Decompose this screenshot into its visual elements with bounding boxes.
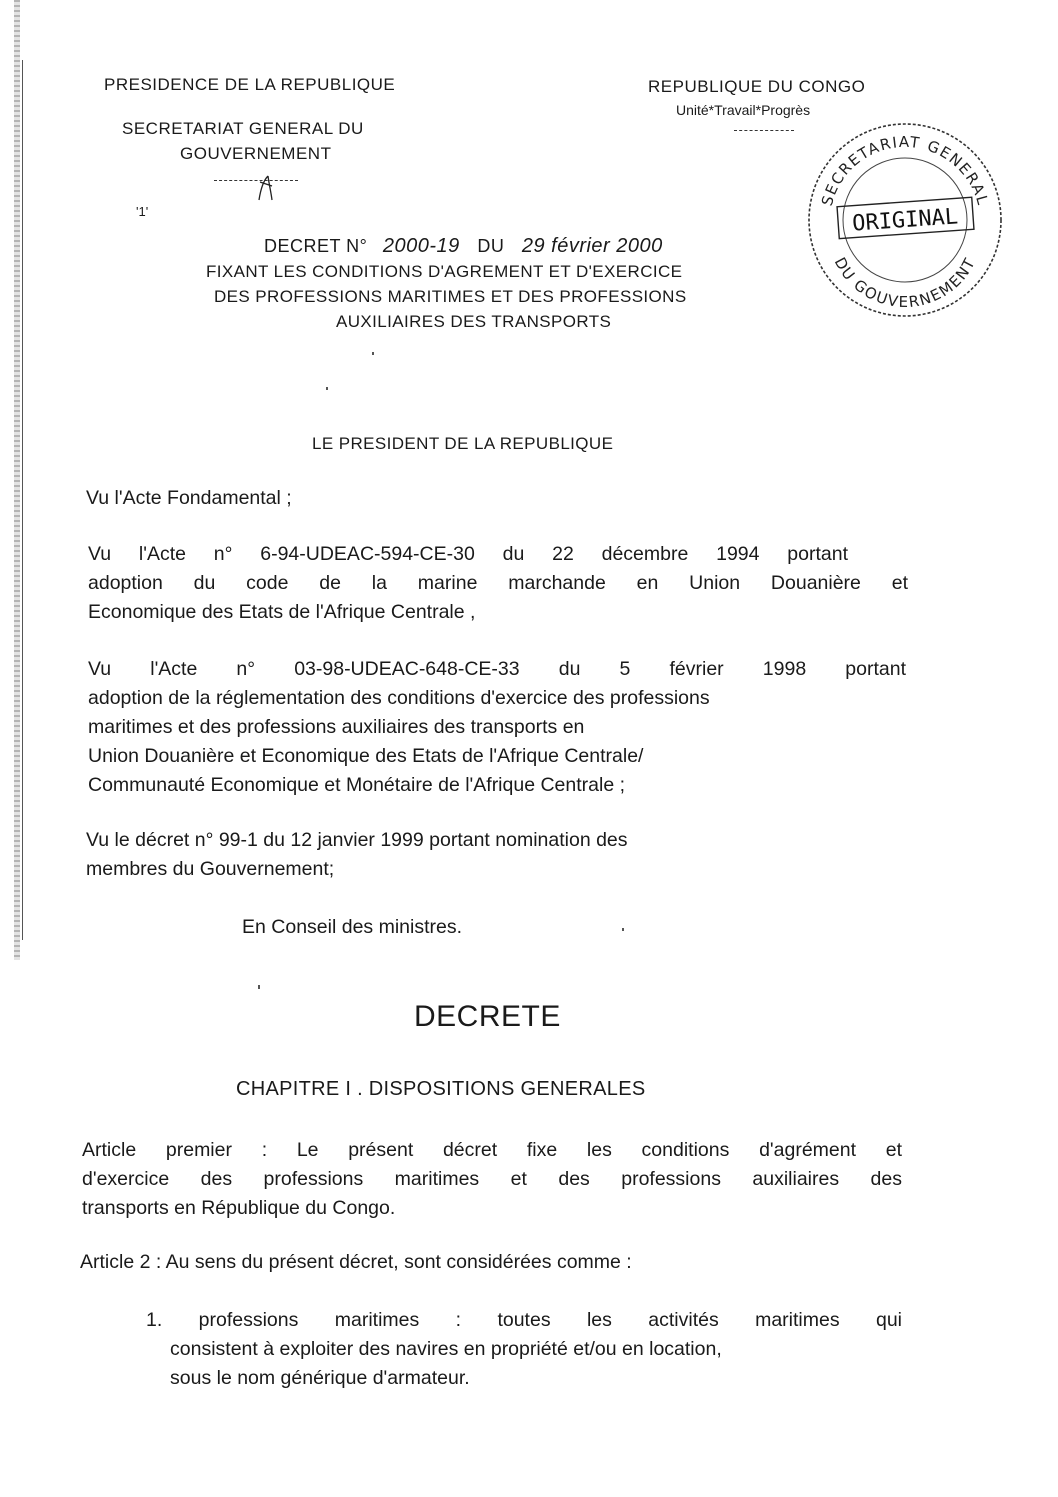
decree-subject-line-1: FIXANT LES CONDITIONS D'AGREMENT ET D'EXERCICE: [206, 262, 683, 281]
header-right-divider: [734, 130, 794, 131]
article-1-line-2: d'exercice des professions maritimes et des professions auxiliaires des: [82, 1168, 902, 1190]
article-2-label: Article 2: [80, 1251, 151, 1273]
header-secretariat: SECRETARIAT GENERAL DU: [122, 119, 364, 138]
article-2-text: : Au sens du présent décret, sont considérées comme :: [150, 1251, 632, 1273]
visa-line: Vu l'Acte Fondamental ;: [86, 487, 292, 509]
visa-1: [86, 484, 908, 513]
article-1-label: Article premier: [82, 1139, 232, 1161]
visa-line: Vu l'Acte n° 03-98-UDEAC-648-CE-33 du 5 février 1998 portant: [88, 658, 906, 680]
original-stamp: [800, 112, 1010, 322]
item-1-line-1: [146, 1306, 902, 1335]
visa-line: membres du Gouvernement;: [86, 858, 335, 880]
visa-line: maritimes et des professions auxiliaires des transports en: [88, 716, 585, 738]
scan-edge-artifact: [14, 0, 20, 960]
decree-date: 29 février 2000: [521, 235, 663, 257]
visa-line: adoption du code de la marine marchande en Union Douanière et: [88, 572, 908, 594]
conseil-line: En Conseil des ministres.: [242, 916, 463, 938]
stamp-center: ORIGINAL: [851, 204, 959, 237]
decree-prefix: DECRET N°: [264, 236, 368, 256]
stamp-ring-top: SECRETARIAT GENERAL: [817, 132, 993, 208]
stamp-ring-bottom: DU GOUVERNEMENT: [830, 254, 980, 312]
visa-line: Vu le décret n° 99-1 du 12 janvier 1999 portant nomination des: [86, 829, 628, 851]
decree-subject-line-3: AUXILIAIRES DES TRANSPORTS: [336, 312, 612, 331]
visa-2: [88, 540, 910, 627]
visa-3: [88, 655, 910, 800]
visa-line: adoption de la réglementation des conditions d'exercice des professions: [88, 687, 710, 709]
article-1-line-3: transports en République du Congo.: [82, 1197, 396, 1219]
header-republique: REPUBLIQUE DU CONGO: [648, 77, 866, 96]
item-1-line-2: consistent à exploiter des navires en propriété et/ou en location,: [170, 1338, 722, 1360]
visa-line: Economique des Etats de l'Afrique Centrale ,: [88, 601, 476, 623]
article-2: [80, 1248, 632, 1277]
chapter-heading: CHAPITRE I . DISPOSITIONS GENERALES: [236, 1078, 646, 1100]
decree-number: 2000-19: [382, 235, 460, 257]
visa-line: Communauté Economique et Monétaire de l'Afrique Centrale ;: [88, 774, 626, 796]
article-1-text: : Le présent décret fixe les conditions d'agrément et: [231, 1139, 902, 1161]
list-item: [146, 1306, 906, 1393]
article-1: [82, 1136, 904, 1223]
visa-line: Union Douanière et Economique des Etats de l'Afrique Centrale/: [88, 745, 644, 767]
header-motto: Unité*Travail*Progrès: [676, 102, 811, 118]
visa-line: Vu l'Acte n° 6-94-UDEAC-594-CE-30 du 22 décembre 1994 portant: [88, 543, 848, 565]
header-gouvernement: GOUVERNEMENT: [180, 144, 332, 163]
decree-du: DU: [477, 236, 505, 256]
item-1-text: : toutes les activités maritimes qui: [419, 1309, 903, 1331]
scan-edge-line: [22, 60, 23, 940]
signature-mark-icon: [256, 172, 276, 202]
item-1-number: 1.: [146, 1309, 163, 1331]
scan-speck: [622, 928, 624, 931]
president-heading: LE PRESIDENT DE LA REPUBLIQUE: [312, 434, 614, 453]
scan-speck: [258, 985, 260, 989]
visa-4: [86, 826, 908, 884]
decree-title: [264, 235, 663, 258]
svg-text:SECRETARIAT GENERAL: [818, 133, 992, 208]
item-1-term: professions maritimes: [198, 1309, 420, 1331]
svg-text:DU GOUVERNEMENT: [831, 254, 980, 311]
decree-subject-line-2: DES PROFESSIONS MARITIMES ET DES PROFESSIONS: [214, 287, 687, 306]
article-1-line-1: [82, 1136, 902, 1165]
item-1-line-3: sous le nom générique d'armateur.: [170, 1367, 470, 1389]
scan-speck: [372, 352, 374, 355]
page-mark: '1': [136, 204, 149, 219]
header-presidence: PRESIDENCE DE LA REPUBLIQUE: [104, 75, 396, 94]
decrete-heading: DECRETE: [414, 1000, 561, 1033]
scan-speck: [326, 387, 328, 390]
